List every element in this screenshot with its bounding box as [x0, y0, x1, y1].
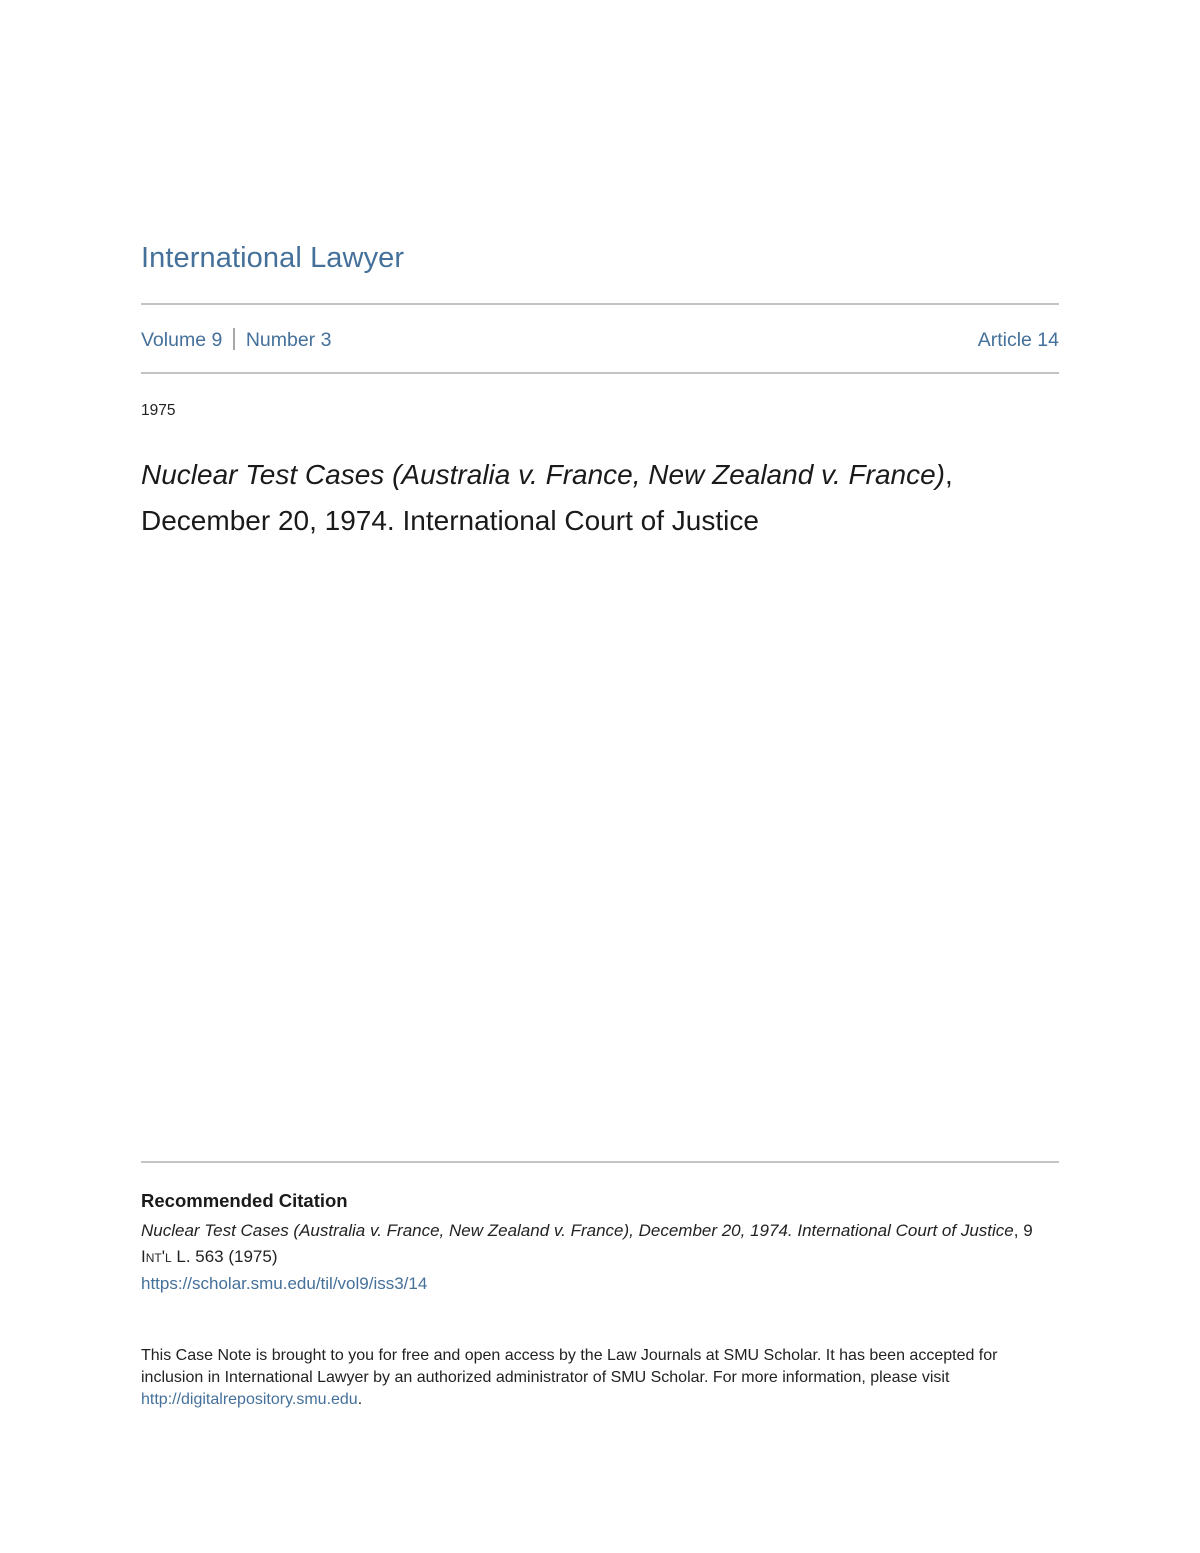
citation-text: [141, 1218, 1061, 1270]
citation-divider: [141, 1161, 1059, 1163]
access-note: [141, 1345, 1021, 1411]
citation-heading: Recommended Citation: [141, 1190, 348, 1211]
citation-volume: , 9: [1013, 1221, 1033, 1240]
access-note-period: .: [357, 1391, 363, 1408]
citation-url-link[interactable]: https://scholar.smu.edu/til/vol9/iss3/14: [141, 1274, 428, 1293]
header-divider-bottom: [141, 372, 1059, 374]
issue-info-row: [141, 324, 1059, 356]
volume-number-group: [141, 324, 331, 356]
article-title-comma: ,: [945, 459, 953, 490]
separator-bar: [233, 328, 235, 350]
citation-case-name: Nuclear Test Cases (Australia v. France, New Zealand v. France), December 20, 1974. International Court of Justice: [141, 1221, 1014, 1240]
citation-page-year: 563 (1975): [190, 1247, 278, 1266]
header-divider-top: [141, 303, 1059, 305]
number-link[interactable]: Number 3: [245, 329, 332, 351]
publication-year: 1975: [141, 402, 176, 419]
journal-title-link[interactable]: International Lawyer: [141, 242, 405, 274]
repository-link[interactable]: http://digitalrepository.smu.edu: [141, 1391, 358, 1408]
volume-link[interactable]: Volume 9: [141, 329, 223, 351]
citation-journal-abbrev: Int'l L.: [141, 1247, 191, 1266]
article-link[interactable]: Article 14: [977, 329, 1059, 351]
article-title-case-name: Nuclear Test Cases (Australia v. France, New Zealand v. France): [141, 459, 946, 490]
access-note-text: This Case Note is brought to you for free and open access by the Law Journals at SMU Scholar. It has been accepted for inclusion in International Lawyer by an authorized administrator of SMU Scholar. For more information, please visit: [141, 1347, 998, 1386]
article-title-subtitle: December 20, 1974. International Court of Justice: [141, 505, 759, 536]
article-title: [141, 452, 1071, 544]
